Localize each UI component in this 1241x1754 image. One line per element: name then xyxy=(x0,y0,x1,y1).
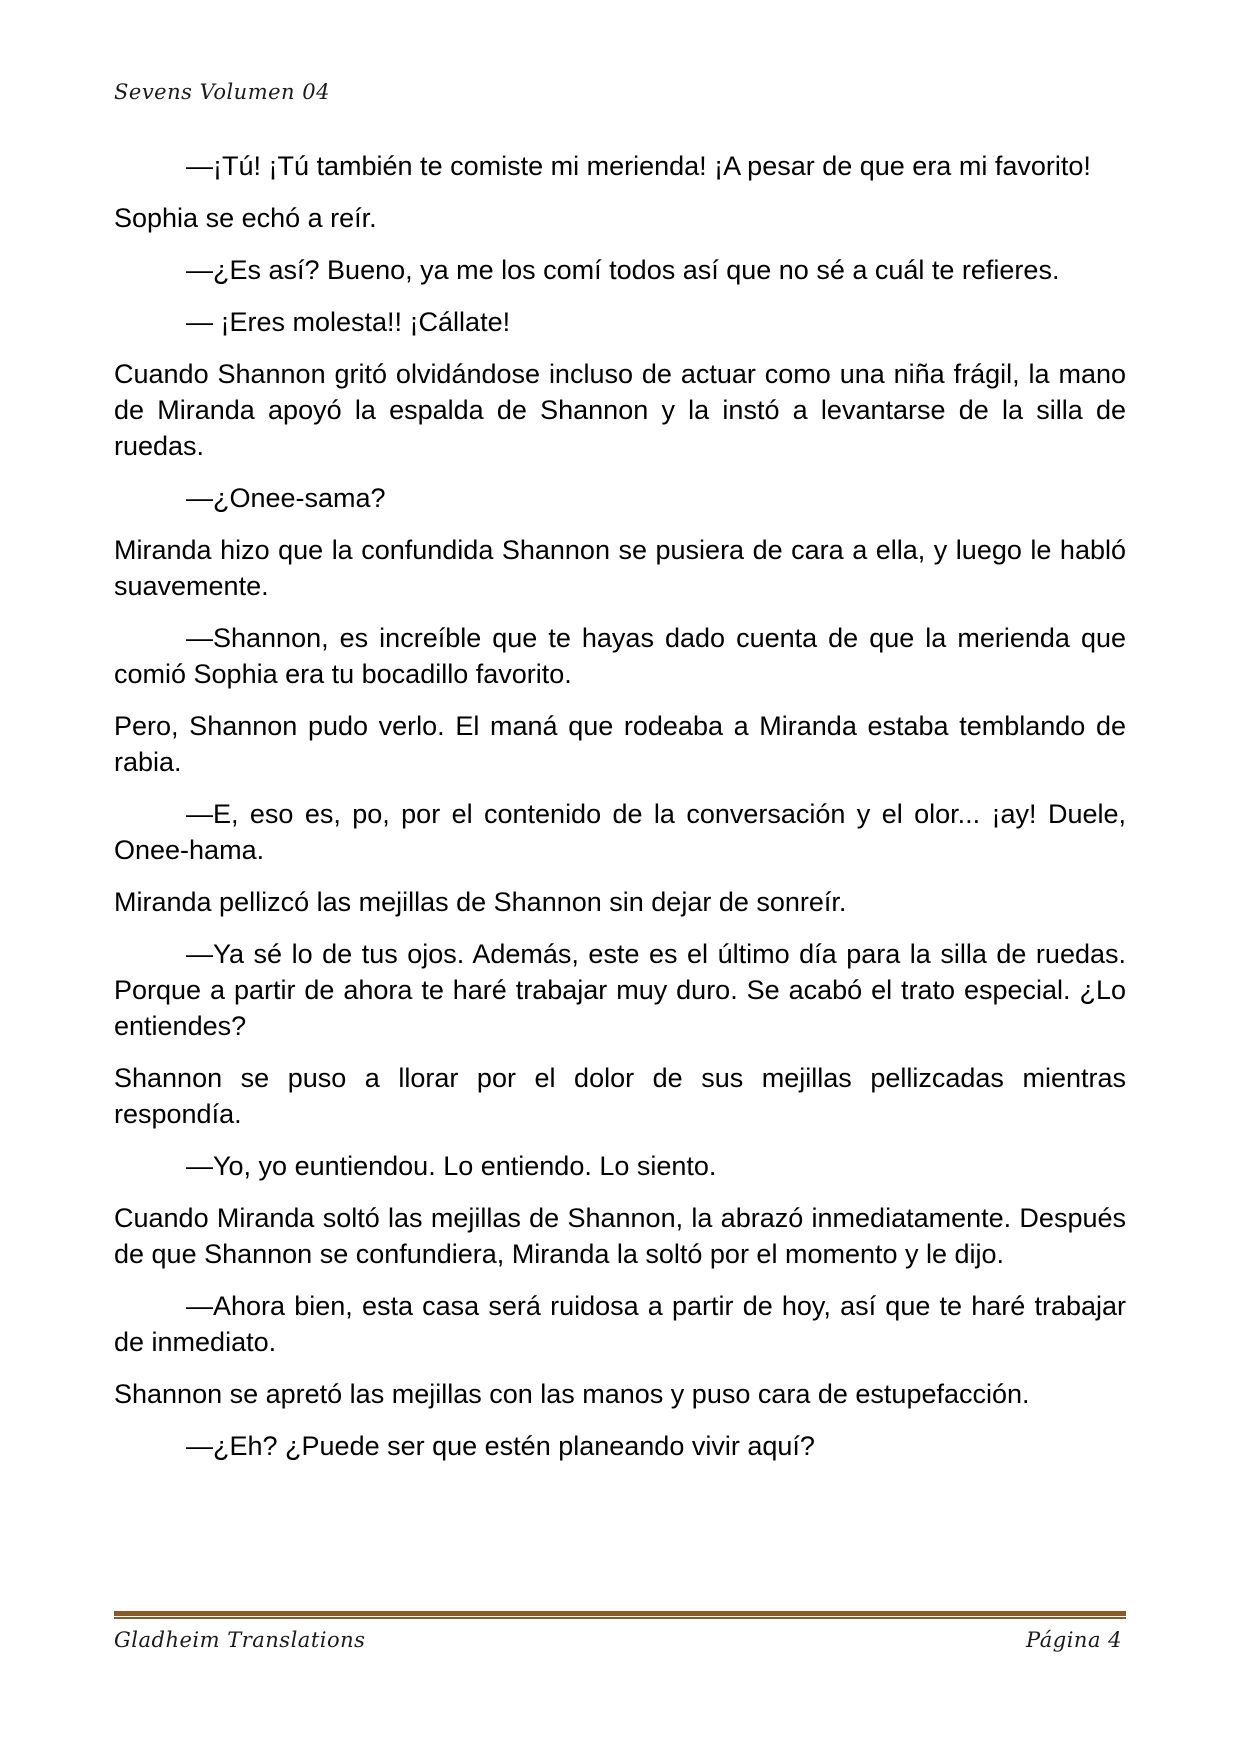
paragraph-dialogue: —¿Onee-sama? xyxy=(186,483,386,513)
footer-publisher: Gladheim Translations xyxy=(114,1628,366,1652)
paragraph-dialogue: —Ahora bien, esta casa será ruidosa a partir de hoy, así que te haré trabajar de inmediato. xyxy=(114,1291,1126,1357)
running-header: Sevens Volumen 04 xyxy=(114,80,330,104)
page-number: Página 4 xyxy=(1026,1628,1122,1652)
paragraph-dialogue: —¡Tú! ¡Tú también te comiste mi merienda! ¡A pesar de que era mi favorito! xyxy=(186,151,1091,181)
paragraph-narration: Miranda pellizcó las mejillas de Shannon sin dejar de sonreír. xyxy=(114,887,847,917)
paragraph-dialogue: —Ya sé lo de tus ojos. Además, este es el último día para la silla de ruedas. Porque a partir de ahora te haré trabajar muy duro. Se acabó el trato especial. ¿Lo entiendes? xyxy=(114,939,1126,1041)
paragraph-narration: Shannon se apretó las mejillas con las manos y puso cara de estupefacción. xyxy=(114,1379,1030,1409)
paragraph-narration: Shannon se puso a llorar por el dolor de sus mejillas pellizcadas mientras respondía. xyxy=(114,1063,1126,1129)
paragraph-narration: Pero, Shannon pudo verlo. El maná que rodeaba a Miranda estaba temblando de rabia. xyxy=(114,711,1126,777)
paragraph-dialogue: —¿Eh? ¿Puede ser que estén planeando vivir aquí? xyxy=(186,1431,815,1461)
paragraph-dialogue: —¿Es así? Bueno, ya me los comí todos así que no sé a cuál te refieres. xyxy=(186,255,1060,285)
paragraph-dialogue: —E, eso es, po, por el contenido de la conversación y el olor... ¡ay! Duele, Onee-hama. xyxy=(114,799,1126,865)
paragraph-dialogue: — ¡Eres molesta!! ¡Cállate! xyxy=(186,307,511,337)
paragraph-dialogue: —Yo, yo euntiendou. Lo entiendo. Lo siento. xyxy=(186,1151,717,1181)
footer-divider-thin xyxy=(114,1617,1126,1619)
paragraph-narration: Sophia se echó a reír. xyxy=(114,203,377,233)
paragraph-narration: Miranda hizo que la confundida Shannon se pusiera de cara a ella, y luego le habló suavemente. xyxy=(114,535,1126,601)
footer-divider xyxy=(114,1611,1126,1620)
paragraph-narration: Cuando Miranda soltó las mejillas de Shannon, la abrazó inmediatamente. Después de que Shannon se confundiera, Miranda la soltó por el momento y le dijo. xyxy=(114,1203,1126,1269)
paragraph-narration: Cuando Shannon gritó olvidándose incluso de actuar como una niña frágil, la mano de Miranda apoyó la espalda de Shannon y la instó a levantarse de la silla de ruedas. xyxy=(114,359,1126,461)
paragraph-dialogue: —Shannon, es increíble que te hayas dado cuenta de que la merienda que comió Sophia era tu bocadillo favorito. xyxy=(114,623,1126,689)
body-text xyxy=(114,148,1126,1480)
